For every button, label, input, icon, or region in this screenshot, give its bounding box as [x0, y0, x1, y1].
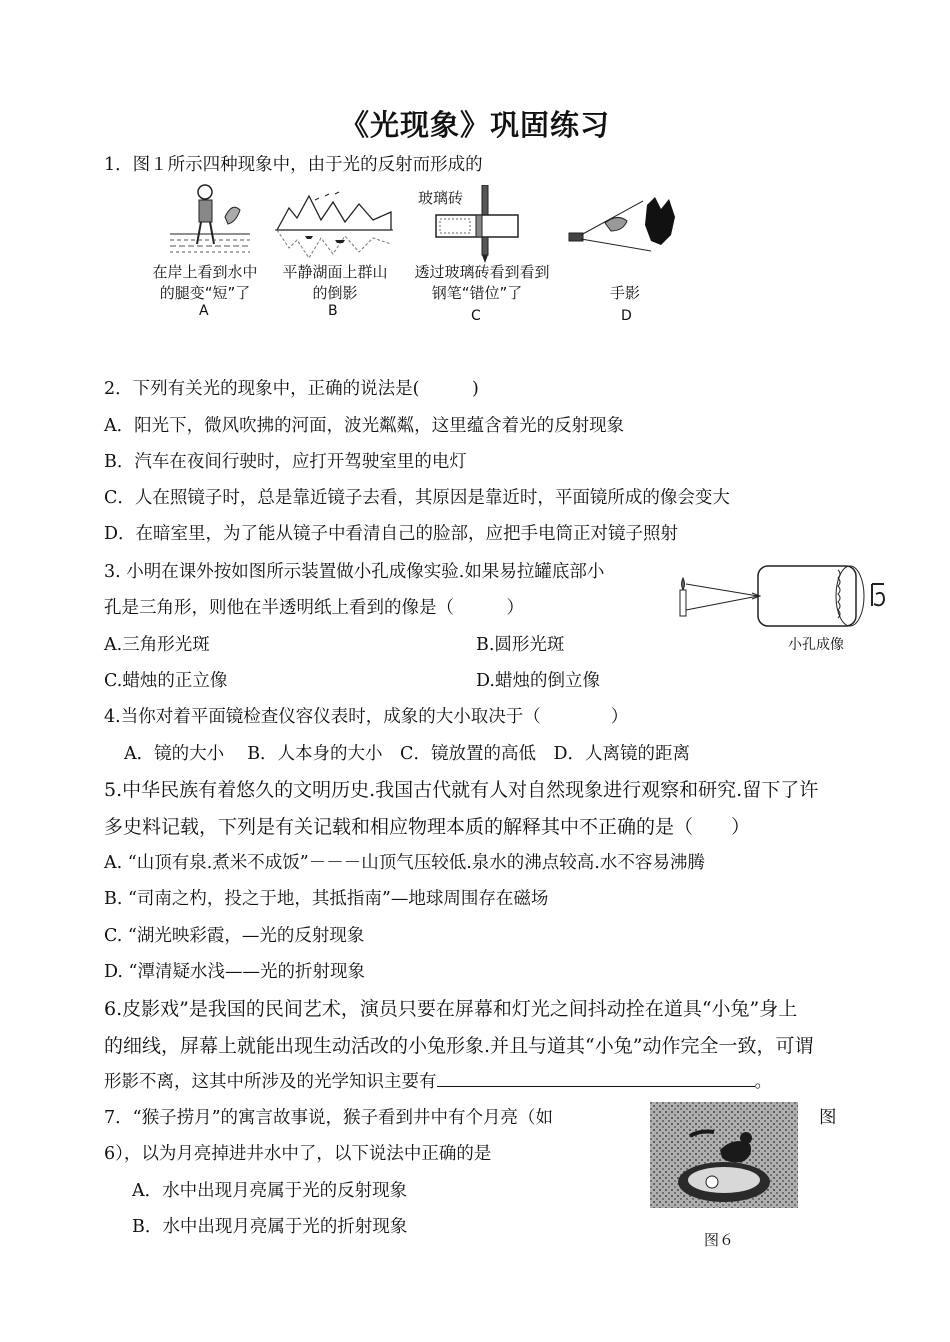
q7-stem-line2: 6），以为月亮掉进井水中了，以下说法中正确的是	[104, 1144, 492, 1164]
figure-a-image	[170, 182, 250, 262]
q6-line3-text: 形影不离，这其中所涉及的光学知识主要有	[104, 1072, 437, 1092]
figure-c-letter: C	[471, 308, 481, 324]
q4-options: A．镜的大小 B．人本身的大小 C．镜放置的高低 D．人离镜的距离	[124, 744, 690, 764]
q3-option-c: C.蜡烛的正立像	[104, 671, 228, 691]
figure-a-letter: A	[199, 303, 209, 319]
q2-stem: 2．下列有关光的现象中，正确的说法是( )	[104, 379, 479, 399]
figure-c-caption-line1: 透过玻璃砖看到看到	[414, 263, 550, 281]
figure-d-letter: D	[621, 308, 632, 324]
q5-option-c: C. “湖光映彩霞，—光的反射现象	[104, 926, 365, 946]
q6-line3	[104, 1068, 772, 1093]
q5-option-d: D. “潭清疑水浅——光的折射现象	[104, 962, 365, 982]
q6-line1: 6.皮影戏”是我国的民间艺术，演员只要在屏幕和灯光之间抖动拴在道具“小兔”身上	[104, 998, 798, 1020]
q7-stem-line1: 7．“猴子捞月”的寓言故事说，猴子看到井中有个月亮（如	[104, 1108, 554, 1128]
figure-c-label: 玻璃砖	[418, 189, 464, 207]
q2-option-d: D．在暗室里，为了能从镜子中看清自己的脸部，应把手电筒正对镜子照射	[104, 524, 679, 544]
q3-option-a: A.三角形光斑	[104, 635, 210, 655]
q5-stem-line1: 5.中华民族有着悠久的文明历史.我国古代就有人对自然现象进行观察和研究.留下了许	[104, 779, 819, 801]
q3-stem-line1: 3. 小明在课外按如图所示装置做小孔成像实验.如果易拉罐底部小	[104, 562, 605, 582]
q5-option-a: A. “山顶有泉.煮米不成饭”－－－山顶气压较低.泉水的沸点较高.水不容易沸腾	[104, 853, 705, 873]
q4-stem: 4.当你对着平面镜检查仪容仪表时，成象的大小取决于（ ）	[104, 707, 629, 727]
figure-6-caption: 图６	[704, 1231, 735, 1249]
figure-b-caption-line1: 平静湖面上群山	[282, 263, 388, 281]
q2-option-c: C．人在照镜子时，总是靠近镜子去看，其原因是靠近时，平面镜所成的像会变大	[104, 488, 730, 508]
pinhole-camera-image	[672, 560, 892, 632]
q7-option-b: B．水中出现月亮属于光的折射现象	[132, 1217, 408, 1237]
q2-option-a: A．阳光下，微风吹拂的河面，波光粼粼，这里蕴含着光的反射现象	[104, 416, 625, 436]
figure-a-caption-line1: 在岸上看到水中	[152, 263, 258, 281]
figure-c-image	[432, 185, 522, 265]
q5-stem-line2: 多史料记载，下列是有关记载和相应物理本质的解释其中不正确的是（ ）	[104, 816, 751, 838]
figure-b-letter: B	[328, 303, 338, 319]
q3-stem-line2: 孔是三角形，则他在半透明纸上看到的像是（ ）	[104, 598, 524, 618]
monkey-moon-image	[650, 1102, 798, 1208]
q7-option-a: A．水中出现月亮属于光的反射现象	[132, 1181, 408, 1201]
figure-d-caption: 手影	[609, 284, 640, 302]
pinhole-caption: 小孔成像	[788, 637, 844, 653]
figure-b-image	[275, 190, 393, 262]
q6-answer-blank[interactable]	[437, 1072, 755, 1087]
q7-stem-line1-end: 图	[819, 1108, 837, 1128]
q1-stem: 1．图１所示四种现象中，由于光的反射而形成的	[104, 155, 483, 175]
page-title: 《光现象》巩固练习	[339, 108, 610, 142]
q2-option-b: B．汽车在夜间行驶时，应打开驾驶室里的电灯	[104, 452, 467, 472]
q6-line2: 的细线，屏幕上就能出现生动活改的小兔形象.并且与道其“小兔”动作完全一致，可谓	[104, 1035, 814, 1057]
q5-option-b: B. “司南之杓，投之于地，其抵指南”—地球周围存在磁场	[104, 889, 549, 909]
figure-a-caption-line2: 的腿变“短”了	[159, 284, 251, 302]
q3-option-b: B.圆形光斑	[476, 635, 565, 655]
figure-c-caption-line2: 钢笔“错位”了	[431, 284, 523, 302]
q6-line3-end: 。	[754, 1072, 772, 1092]
q3-option-d: D.蜡烛的倒立像	[476, 671, 600, 691]
figure-b-caption-line2: 的倒影	[312, 284, 358, 302]
figure-d-image	[565, 195, 680, 255]
